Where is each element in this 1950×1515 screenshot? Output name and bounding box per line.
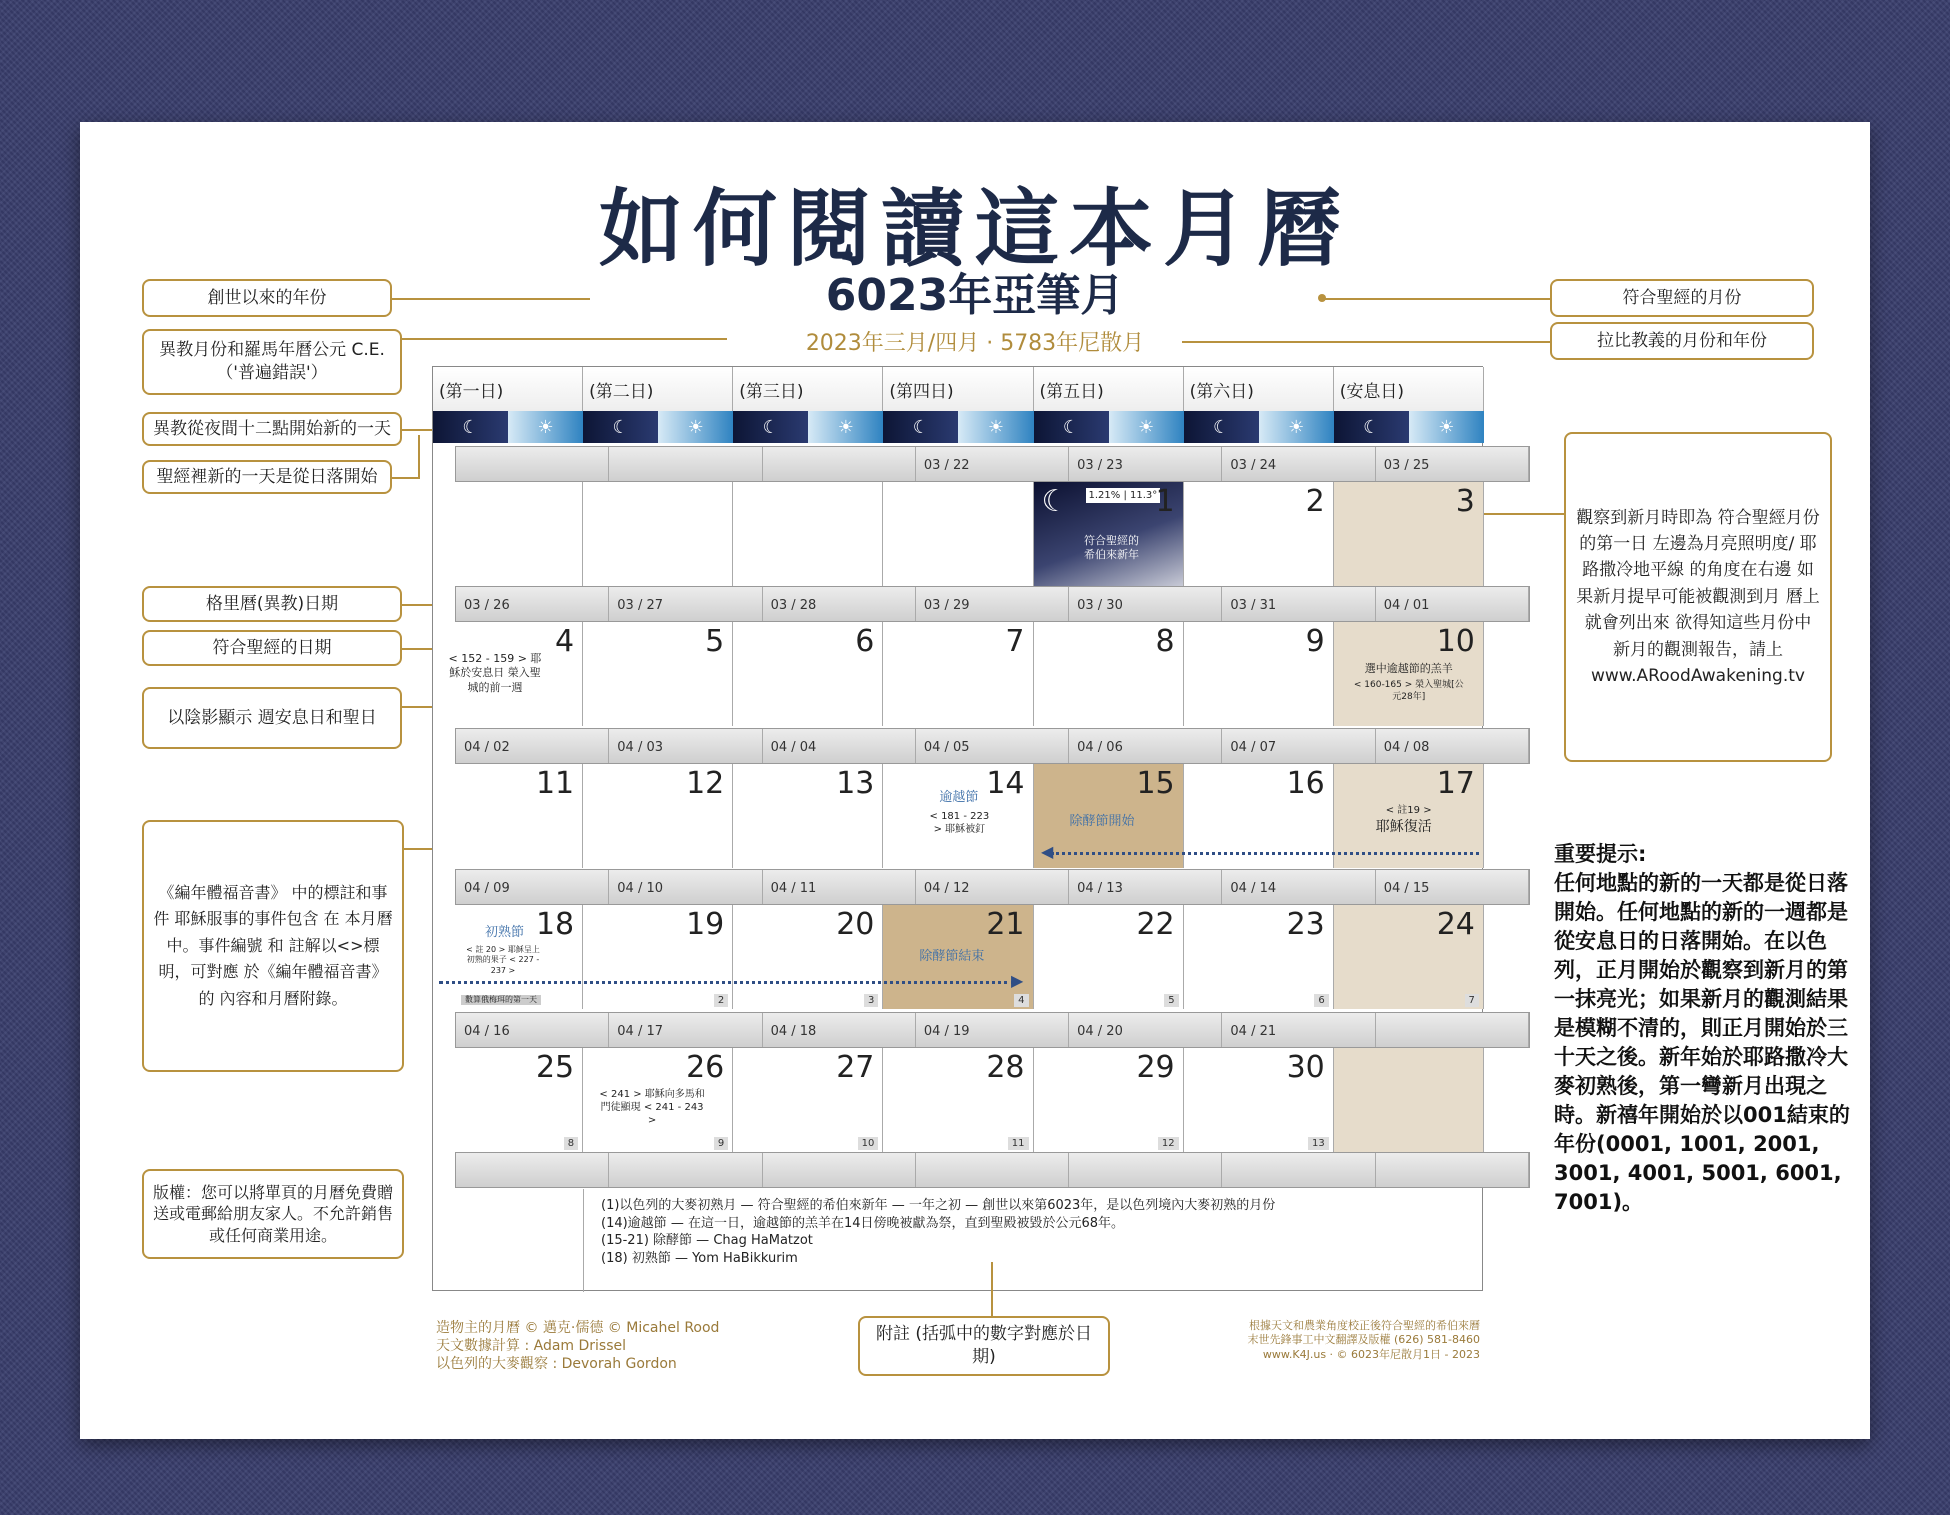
day-number: 24 [1436, 907, 1475, 942]
day-number: 14 [986, 766, 1025, 801]
leader-line [392, 477, 420, 479]
greg-date: 03 / 23 [1069, 447, 1222, 481]
greg-date: 04 / 17 [609, 1013, 762, 1047]
feast-range-arrow [1051, 852, 1479, 855]
day-cell [733, 482, 883, 586]
gregorian-date-row [455, 586, 1530, 622]
day-number: 6 [855, 624, 875, 659]
moon-icon: ☾ [433, 411, 508, 443]
arrow-right-icon: ▶ [1011, 971, 1024, 990]
event-note: < 181 - 223 > 耶穌被釘 [929, 811, 990, 835]
omer-count: 2 [714, 994, 728, 1007]
callout-bible-month [1550, 279, 1814, 317]
day-cell [733, 622, 883, 726]
greg-date [763, 447, 916, 481]
sabbath-cell [1334, 1048, 1484, 1152]
omer-start-note: 數算俄梅珥的第一天 [461, 995, 541, 1005]
gregorian-date-row [455, 869, 1530, 905]
greg-date: 04 / 19 [916, 1013, 1069, 1047]
day-cell [733, 1048, 883, 1152]
greg-date [1222, 1153, 1375, 1187]
callout-year-text: 創世以來的年份 [207, 287, 327, 308]
callout-events [142, 820, 404, 1072]
day-number: 25 [535, 1050, 575, 1085]
day-number: 3 [1455, 484, 1475, 519]
leader-line [402, 338, 727, 340]
day-number: 5 [705, 624, 725, 659]
day-cell [733, 764, 883, 868]
callout-bible-date [142, 630, 402, 666]
greg-date: 04 / 09 [456, 870, 609, 904]
greg-date [609, 447, 762, 481]
callout-events-text: 《編年體福音書》 中的標註和事件 耶穌服事的事件包含 在 本月曆中。事件編號 和 註解以<>標明，可對應 於《編年體福音書》的 內容和月曆附錄。 [153, 883, 393, 1008]
greg-date [609, 1153, 762, 1187]
greg-date: 04 / 04 [763, 729, 916, 763]
sun-icon: ☀ [808, 411, 883, 443]
omer-range-arrow [439, 981, 1015, 984]
moon-icon: ☾ [583, 411, 658, 443]
day-cell [1184, 905, 1334, 1009]
omer-count: 10 [858, 1137, 879, 1150]
day-number: 28 [986, 1050, 1025, 1085]
day-number: 19 [686, 907, 725, 942]
day-number: 20 [836, 907, 875, 942]
day-cell [1034, 1048, 1184, 1152]
day-number: 18 [535, 907, 575, 942]
moon-icon: ☾ [1334, 411, 1409, 443]
day-cell [433, 905, 583, 1009]
omer-count: 12 [1158, 1137, 1179, 1150]
day-cell-new-moon [1034, 482, 1184, 586]
footnotes-text [601, 1197, 1275, 1267]
greg-date: 04 / 01 [1376, 587, 1529, 621]
greg-date: 03 / 30 [1069, 587, 1222, 621]
credit-line: www.K4J.us · © 6023年尼散月1日 - 2023 [1262, 1347, 1480, 1361]
day-cell [1184, 622, 1334, 726]
day-cell [583, 1048, 733, 1152]
gregorian-date-row [455, 1012, 1530, 1048]
footnote: (14)逾越節 — 在這一日，逾越節的羔羊在14日傍晚被獻為祭，直到聖殿被毀於公元68年。 [601, 1215, 1125, 1231]
greg-date: 03 / 25 [1376, 447, 1529, 481]
day-cell [883, 1048, 1033, 1152]
page-title: 如何閱讀這本月曆 [598, 180, 1351, 278]
day-cell [583, 482, 733, 586]
day-number: 4 [555, 624, 575, 659]
omer-count: 5 [1164, 994, 1178, 1007]
day-cell [433, 764, 583, 868]
greg-date [1376, 1153, 1529, 1187]
omer-count: 13 [1308, 1137, 1329, 1150]
weekday-5: (第五日) [1034, 367, 1184, 411]
gregorian-date-row [455, 1152, 1530, 1188]
greg-date: 03 / 22 [916, 447, 1069, 481]
greg-date: 04 / 11 [763, 870, 916, 904]
event-note: < 152 - 159 > 耶穌於安息日 榮入聖城的前一週 [448, 652, 542, 694]
greg-date: 04 / 18 [763, 1013, 916, 1047]
callout-bible-day-text: 聖經裡新的一天是從日落開始 [156, 466, 378, 487]
credits-left [436, 1319, 719, 1374]
sabbath-cell [1334, 482, 1484, 586]
day-number: 16 [1286, 766, 1325, 801]
callout-bible-day [142, 460, 392, 494]
gregorian-date-row [455, 728, 1530, 764]
callout-bible-date-text: 符合聖經的日期 [212, 637, 332, 658]
greg-date [456, 447, 609, 481]
credit-line: 造物主的月曆 © 邁克·儒德 © Micahel Rood [436, 1320, 720, 1336]
greg-date: 03 / 27 [609, 587, 762, 621]
callout-footnote-text: 附註 (括弧中的數字對應於日期) [875, 1324, 1093, 1367]
day-cell [883, 622, 1033, 726]
greg-date: 04 / 08 [1376, 729, 1529, 763]
callout-pagan-month-text: 異教月份和羅馬年曆公元 C.E.（'普遍錯誤'） [159, 340, 385, 383]
event-note: 選中逾越節的羔羊 [1364, 662, 1453, 675]
leader-dot [1318, 294, 1326, 302]
week-row-1 [433, 482, 1484, 586]
day-cell [1184, 1048, 1334, 1152]
day-number: 22 [1136, 907, 1175, 942]
greg-date: 04 / 14 [1222, 870, 1375, 904]
day-cell [1034, 905, 1184, 1009]
callout-greg-date [142, 586, 402, 622]
week-row-5 [433, 1048, 1484, 1152]
greg-date: 04 / 13 [1069, 870, 1222, 904]
greg-date [763, 1153, 916, 1187]
callout-pagan-day-text: 異教從夜間十二點開始新的一天 [153, 418, 391, 439]
greg-date: 03 / 29 [916, 587, 1069, 621]
footnote: (18) 初熟節 — Yom HaBikkurim [601, 1250, 798, 1266]
moon-icon: ☾ [1184, 411, 1259, 443]
day-cell [583, 622, 733, 726]
feast-start-label: 除酵節開始 [1069, 814, 1135, 829]
credit-line: 天文數據計算 : Adam Drissel [436, 1338, 627, 1355]
crescent-moon-icon: ☾ [1041, 484, 1069, 519]
greg-date [1376, 1013, 1529, 1047]
credit-line: 根據天文和農業角度校正後符合聖經的希伯來曆 [1249, 1319, 1480, 1332]
callout-rabbinic [1550, 322, 1814, 360]
passover-label: 逾越節 [939, 790, 979, 805]
greg-date: 04 / 16 [456, 1013, 609, 1047]
greg-date: 04 / 21 [1222, 1013, 1375, 1047]
callout-shade-text: 以陰影顯示 週安息日和聖日 [167, 707, 377, 728]
greg-date: 04 / 03 [609, 729, 762, 763]
credit-line: 以色列的大麥觀察 : Devorah Gordon [436, 1356, 677, 1373]
day-cell [583, 905, 733, 1009]
week-row-2 [433, 622, 1484, 726]
footnote: (1)以色列的大麥初熟月 — 符合聖經的希伯來新年 — 一年之初 — 創世以來第6023年，是以色列境內大麥初熟的月份 [601, 1198, 1276, 1213]
callout-copyright [142, 1169, 404, 1259]
feast-end-label: 除酵節結束 [919, 949, 985, 964]
greg-date: 04 / 20 [1069, 1013, 1222, 1047]
weekday-header [433, 367, 1484, 411]
day-cell [1034, 622, 1184, 726]
greg-date: 03 / 26 [456, 587, 609, 621]
callout-copyright-text: 版權：您可以將單頁的月曆免費贈送或電郵給朋友家人。不允許銷售或任何商業用途。 [152, 1182, 393, 1245]
day-number: 26 [686, 1050, 725, 1085]
firstfruits-label: 初熟節 [485, 925, 525, 940]
event-note: < 註 20 > 耶穌呈上初熟的果子 < 227 - 237 > [466, 945, 540, 975]
callout-pagan-day [142, 412, 402, 446]
omer-count: 11 [1008, 1137, 1029, 1150]
day-cell [883, 482, 1033, 586]
greg-date [456, 1153, 609, 1187]
day-cell [433, 622, 583, 726]
day-number: 7 [1005, 624, 1025, 659]
month-year-line: 2023年三月/四月 · 5783年尼散月 [805, 331, 1145, 356]
day-cell [883, 764, 1033, 868]
omer-count: 9 [714, 1137, 728, 1150]
important-notes [1554, 840, 1864, 1217]
omer-count: 3 [864, 994, 878, 1007]
day-number: 13 [836, 766, 875, 801]
calendar-page [80, 122, 1870, 1439]
important-title: 重要提示: [1554, 842, 1647, 866]
day-number: 30 [1286, 1050, 1325, 1085]
day-number: 21 [986, 907, 1025, 942]
callout-pagan-month [142, 329, 402, 395]
weekday-3: (第三日) [733, 367, 883, 411]
greg-date: 03 / 31 [1222, 587, 1375, 621]
week-row-3 [433, 764, 1484, 868]
day-number: 12 [686, 766, 725, 801]
important-body: 任何地點的新的一天都是從日落開始。任何地點的新的一週都是從安息日的日落開始。在以色列，正月開始於觀察到新月的第一抹亮光；如果新月的觀測結果是模糊不清的，則正月開始於三十天之後。新年始於耶路撒冷大麥初熟後，第一彎新月出現之時。新禧年開始於以001結束的年份(0001, 1001, 2001, 3001, 4001, 5001, 6001, 7001)。 [1554, 870, 1850, 1214]
greg-date: 04 / 10 [609, 870, 762, 904]
day-cell [733, 905, 883, 1009]
callout-footnote [858, 1316, 1110, 1376]
page-subtitle: 6023年亞筆月 [825, 270, 1125, 321]
day-number: 10 [1436, 624, 1475, 659]
greg-date: 04 / 07 [1222, 729, 1375, 763]
hebrew-new-year-note: 符合聖經的 希伯來新年 [1084, 534, 1139, 562]
day-cell [583, 764, 733, 868]
event-note: 耶穌復活 [1375, 819, 1432, 835]
day-night-bar [433, 411, 1484, 443]
day-number: 9 [1305, 624, 1325, 659]
moon-icon: ☾ [1034, 411, 1109, 443]
credit-line: 末世先鋒事工中文翻譯及版權 (626) 581-8460 [1247, 1333, 1480, 1347]
notes-divider [583, 1189, 584, 1292]
greg-date: 04 / 05 [916, 729, 1069, 763]
callout-rabbinic-text: 拉比教義的月份和年份 [1597, 330, 1767, 351]
greg-date: 04 / 06 [1069, 729, 1222, 763]
sun-icon: ☀ [958, 411, 1033, 443]
weekday-sabbath: (安息日) [1334, 367, 1484, 411]
callout-new-moon [1564, 432, 1832, 762]
event-note: < 241 > 耶穌向多馬和門徒顯現 < 241 - 243 > [599, 1089, 705, 1126]
day-number: 8 [1155, 624, 1175, 659]
greg-date [916, 1153, 1069, 1187]
day-number: 11 [535, 766, 575, 801]
weekday-2: (第二日) [583, 367, 733, 411]
moon-reading: 1.21% | 11.3° [1086, 488, 1161, 503]
day-number: 23 [1286, 907, 1325, 942]
leader-line [1322, 298, 1550, 300]
sun-icon: ☀ [1109, 411, 1184, 443]
weekday-1: (第一日) [433, 367, 583, 411]
sun-icon: ☀ [508, 411, 583, 443]
calendar-grid [432, 366, 1483, 1291]
leader-line [402, 429, 432, 431]
omer-count: 7 [1465, 994, 1479, 1007]
footnote: (15-21) 除酵節 — Chag HaMatzot [601, 1233, 813, 1249]
day-number: 15 [1136, 766, 1175, 801]
leader-line [392, 298, 590, 300]
greg-date: 03 / 28 [763, 587, 916, 621]
event-note: < 註19 > [1385, 805, 1432, 816]
day-cell [433, 1048, 583, 1152]
leader-line [418, 435, 420, 478]
omer-count: 6 [1314, 994, 1328, 1007]
sun-icon: ☀ [1259, 411, 1334, 443]
callout-bible-month-text: 符合聖經的月份 [1622, 287, 1742, 308]
footnotes-panel [433, 1189, 1484, 1292]
greg-date: 04 / 02 [456, 729, 609, 763]
sabbath-cell [1334, 905, 1484, 1009]
greg-date: 03 / 24 [1222, 447, 1375, 481]
feast-cell [883, 905, 1033, 1009]
day-number: 17 [1436, 766, 1475, 801]
sabbath-cell [1334, 622, 1484, 726]
omer-count: 4 [1014, 994, 1028, 1007]
moon-icon: ☾ [733, 411, 808, 443]
sun-icon: ☀ [1409, 411, 1484, 443]
leader-line [991, 1262, 993, 1316]
omer-count: 8 [564, 1137, 578, 1150]
credits-right [1140, 1319, 1480, 1362]
day-number: 27 [836, 1050, 875, 1085]
day-number: 1 [1155, 484, 1175, 519]
day-cell [433, 482, 583, 586]
day-number: 2 [1305, 484, 1325, 519]
weekday-6: (第六日) [1184, 367, 1334, 411]
moon-icon: ☾ [883, 411, 958, 443]
arrow-left-icon: ◀ [1041, 842, 1054, 861]
callout-greg-date-text: 格里曆(異教)日期 [205, 593, 339, 614]
greg-date [1069, 1153, 1222, 1187]
sun-icon: ☀ [658, 411, 733, 443]
leader-line [1182, 341, 1550, 343]
callout-new-moon-text: 觀察到新月時即為 符合聖經月份的第一日 左邊為月亮照明度/ 耶路撒冷地平線 的角度在右邊 如果新月提早可能被觀測到月 曆上就會列出來 欲得知這些月份中 新月的觀測報告，請上 www.ARoodAwakening.tv [1576, 507, 1820, 686]
event-note: < 160-165 > 榮入聖城[公元28年] [1353, 680, 1464, 702]
day-number: 29 [1136, 1050, 1175, 1085]
gregorian-date-row [455, 446, 1530, 482]
day-cell [1184, 482, 1334, 586]
callout-year [142, 279, 392, 317]
weekday-4: (第四日) [883, 367, 1033, 411]
greg-date: 04 / 15 [1376, 870, 1529, 904]
greg-date: 04 / 12 [916, 870, 1069, 904]
callout-shade [142, 687, 402, 749]
week-row-4 [433, 905, 1484, 1009]
